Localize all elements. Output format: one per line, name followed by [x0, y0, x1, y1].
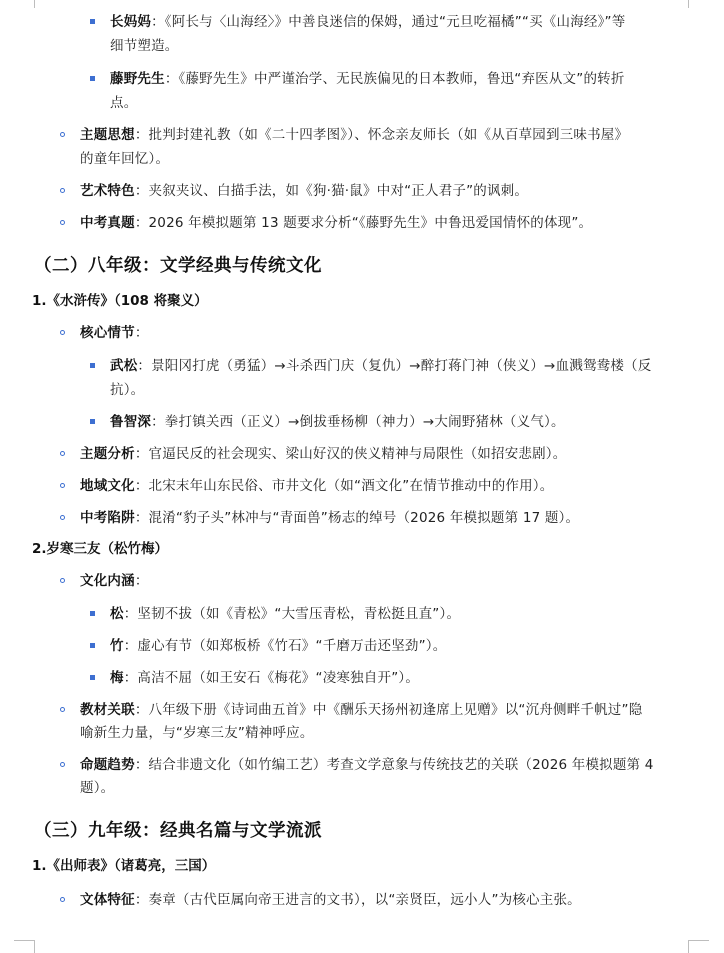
term-label: 松 [110, 606, 124, 622]
book-title: 2.岁寒三友（松竹梅） [32, 541, 169, 557]
term-label: 命题趋势 [80, 757, 135, 773]
list-item-region [80, 475, 553, 497]
list-item-zhuti [80, 124, 628, 146]
list-item-continuation: 喻新生力量，与“岁寒三友”精神呼应。 [80, 725, 314, 741]
list-item-continuation: 细节塑造。 [110, 38, 179, 54]
term-text: ：批判封建礼教（如《二十四孝图》）、怀念亲友师长（如《从百草园到三味书屋》 [134, 127, 629, 143]
term-label: 文体特征 [80, 892, 135, 908]
list-item-zhenti [80, 212, 592, 234]
term-label: 长妈妈 [110, 14, 152, 30]
square-bullet-icon [90, 611, 95, 616]
list-item-changmama [110, 11, 625, 33]
term-label: 核心情节 [80, 325, 135, 341]
list-item-continuation: 的童年回忆）。 [80, 151, 170, 167]
circle-bullet-icon [60, 897, 65, 902]
term-text: ：坚韧不拔（如《青松》“大雪压青松，青松挺且直”）。 [123, 606, 461, 622]
term-label: 艺术特色 [80, 183, 135, 199]
crop-mark-bottom-right-v [688, 940, 689, 953]
term-label: 中考真题 [80, 215, 135, 231]
term-text: ：奏章（古代臣属向帝王进言的文书），以“亲贤臣，远小人”为核心主张。 [134, 892, 581, 908]
term-text: ：2026 年模拟题第 13 题要求分析“《藤野先生》中鲁迅爱国情怀的体现”。 [134, 215, 593, 231]
list-item-continuation: 抗）。 [110, 382, 145, 398]
term-text: ：结合非遗文化（如竹编工艺）考查文学意象与传统技艺的关联（2026 年模拟题第 4 [134, 757, 654, 773]
list-item-mei [110, 667, 419, 689]
book-title: 1.《出师表》（诸葛亮，三国） [32, 858, 216, 874]
section-heading: （二）八年级：文学经典与传统文化 [34, 256, 322, 276]
circle-bullet-icon [60, 132, 65, 137]
term-text: ：北宋末年山东民俗、市井文化（如“酒文化”在情节推动中的作用）。 [134, 478, 554, 494]
term-label: 中考陷阱 [80, 510, 135, 526]
list-item-tengye [110, 68, 625, 90]
list-item-plot [80, 322, 149, 344]
list-item-continuation: 点。 [110, 95, 138, 111]
list-item-trend [80, 754, 654, 776]
section-heading: （三）九年级：经典名篇与文学流派 [34, 821, 322, 841]
circle-bullet-icon [60, 188, 65, 193]
square-bullet-icon [90, 419, 95, 424]
term-label: 鲁智深 [110, 414, 152, 430]
list-item-wusong [110, 355, 651, 377]
term-text: ：虚心有节（如郑板桥《竹石》“千磨万击还坚劲”）。 [123, 638, 447, 654]
term-text: ： [134, 325, 149, 341]
square-bullet-icon [90, 675, 95, 680]
circle-bullet-icon [60, 483, 65, 488]
list-item-lu [110, 411, 565, 433]
term-text: ：高洁不屈（如王安石《梅花》“凌寒独自开”）。 [123, 670, 420, 686]
term-label: 梅 [110, 670, 124, 686]
circle-bullet-icon [60, 220, 65, 225]
term-text: ：官逼民反的社会现实、梁山好汉的侠义精神与局限性（如招安悲剧）。 [134, 446, 567, 462]
term-text: ：夹叙夹议、白描手法，如《狗·猫·鼠》中对“正人君子”的讽刺。 [134, 183, 529, 199]
crop-mark-bottom-right-h [689, 940, 709, 941]
list-item-textbook [80, 699, 642, 721]
circle-bullet-icon [60, 578, 65, 583]
term-label: 主题分析 [80, 446, 135, 462]
book-title: 1.《水浒传》（108 将聚义） [32, 293, 208, 309]
square-bullet-icon [90, 19, 95, 24]
term-text: ：《藤野先生》中严谨治学、无民族偏见的日本教师，鲁迅“弃医从文”的转折 [164, 71, 625, 87]
term-label: 地域文化 [80, 478, 135, 494]
list-item-style [80, 889, 581, 911]
term-label: 武松 [110, 358, 138, 374]
circle-bullet-icon [60, 762, 65, 767]
term-label: 主题思想 [80, 127, 135, 143]
crop-mark-top-left-v [34, 0, 35, 8]
term-text: ：八年级下册《诗词曲五首》中《酬乐天扬州初逢席上见赠》以“沉舟侧畔千帆过”隐 [134, 702, 643, 718]
crop-mark-top-right-v [688, 0, 689, 8]
crop-mark-bottom-left-h [14, 940, 34, 941]
term-text: ：拳打镇关西（正义）→倒拔垂杨柳（神力）→大闹野猪林（义气）。 [151, 414, 565, 430]
circle-bullet-icon [60, 330, 65, 335]
term-label: 教材关联 [80, 702, 135, 718]
list-item-continuation: 题）。 [80, 780, 115, 796]
list-item-theme [80, 443, 566, 465]
term-label: 藤野先生 [110, 71, 165, 87]
list-item-zhu [110, 635, 446, 657]
square-bullet-icon [90, 643, 95, 648]
list-item-trap [80, 507, 579, 529]
square-bullet-icon [90, 76, 95, 81]
term-text: ：景阳冈打虎（勇猛）→斗杀西门庆（复仇）→醉打蒋门神（侠义）→血溅鸳鸯楼（反 [137, 358, 652, 374]
term-label: 竹 [110, 638, 124, 654]
term-text: ：《阿长与〈山海经〉》中善良迷信的保姆，通过“元旦吃福橘”“买《山海经》”等 [151, 14, 626, 30]
circle-bullet-icon [60, 707, 65, 712]
term-text: ：混淆“豹子头”林冲与“青面兽”杨志的绰号（2026 年模拟题第 17 题）。 [134, 510, 580, 526]
list-item-song [110, 603, 460, 625]
square-bullet-icon [90, 363, 95, 368]
circle-bullet-icon [60, 515, 65, 520]
term-text: ： [134, 573, 149, 589]
list-item-yishu [80, 180, 528, 202]
list-item-culture [80, 570, 149, 592]
term-label: 文化内涵 [80, 573, 135, 589]
crop-mark-bottom-left-v [34, 940, 35, 953]
circle-bullet-icon [60, 451, 65, 456]
